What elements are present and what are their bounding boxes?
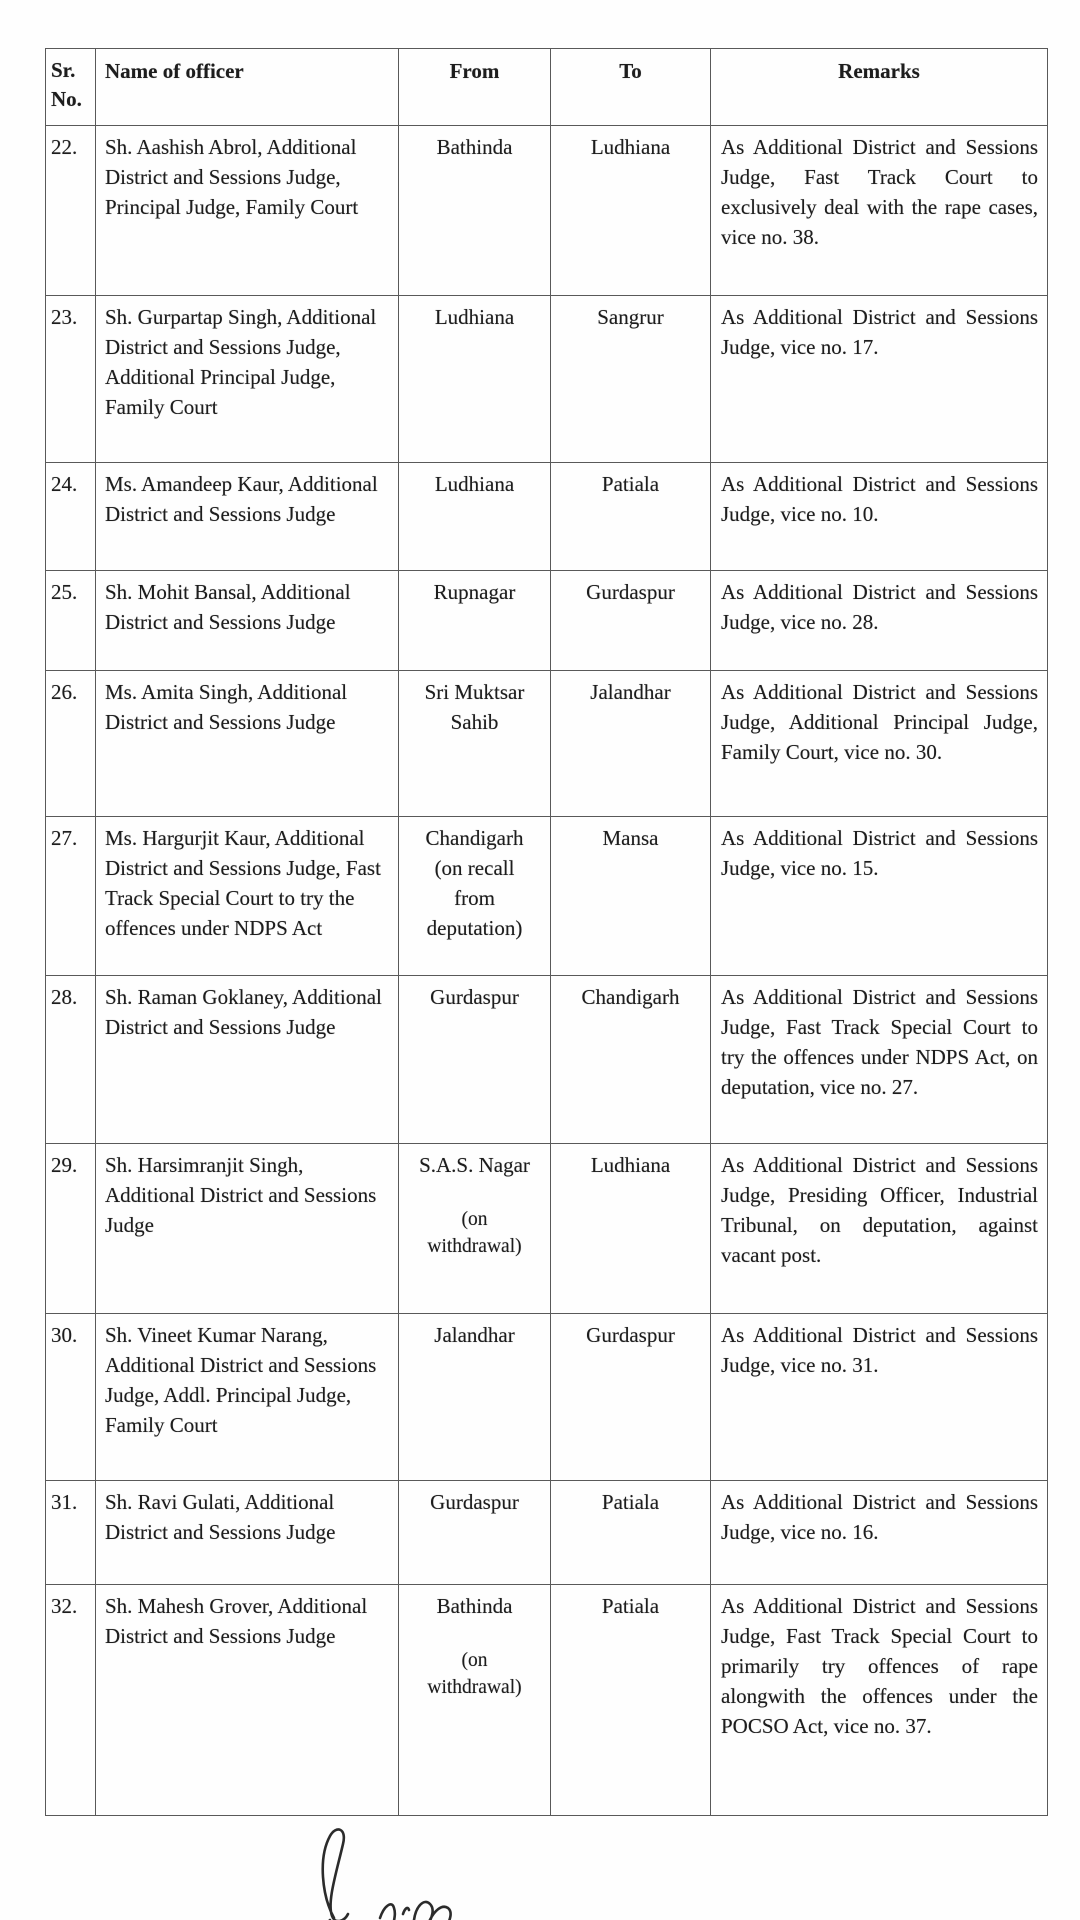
from-place: Sri Muktsar Sahib [424, 680, 525, 734]
cell-from-station [399, 1144, 551, 1314]
cell-from-station [399, 1585, 551, 1816]
cell-serial-number: 23. [46, 296, 96, 463]
table-row [46, 671, 1048, 817]
cell-remarks: As Additional District and Sessions Judge, Fast Track Court to exclusively deal with the rape cases, vice no. 38. [711, 126, 1048, 296]
cell-officer-name: Sh. Mahesh Grover, Additional District and Sessions Judge [96, 1585, 399, 1816]
from-note: (on withdrawal) [427, 1650, 522, 1698]
cell-from-station [399, 126, 551, 296]
cell-remarks: As Additional District and Sessions Judge, Fast Track Special Court to primarily try offences of rape alongwith the offences under the POCSO Act, vice no. 37. [711, 1585, 1048, 1816]
table-row [46, 1585, 1048, 1816]
cell-from-station [399, 1314, 551, 1481]
cell-remarks: As Additional District and Sessions Judge, vice no. 10. [711, 463, 1048, 571]
cell-officer-name: Sh. Harsimranjit Singh, Additional District and Sessions Judge [96, 1144, 399, 1314]
cell-officer-name: Sh. Gurpartap Singh, Additional District and Sessions Judge, Additional Principal Judge, Family Court [96, 296, 399, 463]
cell-remarks: As Additional District and Sessions Judge, Additional Principal Judge, Family Court, vice no. 30. [711, 671, 1048, 817]
from-place: Chandigarh [425, 826, 524, 850]
cell-to-station: Patiala [551, 1585, 711, 1816]
table-row [46, 1481, 1048, 1585]
cell-officer-name: Sh. Mohit Bansal, Additional District and Sessions Judge [96, 571, 399, 671]
officer-transfer-table [45, 48, 1048, 1816]
cell-remarks: As Additional District and Sessions Judge, Fast Track Special Court to try the offences under NDPS Act, on deputation, vice no. 27. [711, 976, 1048, 1144]
cell-to-station: Patiala [551, 1481, 711, 1585]
cell-serial-number: 25. [46, 571, 96, 671]
cell-officer-name: Sh. Vineet Kumar Narang, Additional District and Sessions Judge, Addl. Principal Judge, Family Court [96, 1314, 399, 1481]
cell-from-station [399, 671, 551, 817]
cell-serial-number: 28. [46, 976, 96, 1144]
cell-from-station [399, 1481, 551, 1585]
column-header-to: To [551, 49, 711, 126]
from-note: (on withdrawal) [427, 1209, 522, 1257]
cell-remarks: As Additional District and Sessions Judge, vice no. 16. [711, 1481, 1048, 1585]
cell-to-station: Ludhiana [551, 1144, 711, 1314]
cell-serial-number: 31. [46, 1481, 96, 1585]
from-place: Bathinda [436, 1594, 513, 1618]
cell-serial-number: 22. [46, 126, 96, 296]
cell-to-station: Mansa [551, 817, 711, 976]
cell-to-station: Gurdaspur [551, 571, 711, 671]
column-header-from: From [399, 49, 551, 126]
column-header-name: Name of officer [96, 49, 399, 126]
table-row [46, 976, 1048, 1144]
from-place: Jalandhar [434, 1323, 515, 1347]
cell-officer-name: Ms. Amandeep Kaur, Additional District and Sessions Judge [96, 463, 399, 571]
cell-to-station: Patiala [551, 463, 711, 571]
from-place: Gurdaspur [430, 1490, 519, 1514]
signature [272, 1822, 512, 1920]
cell-officer-name: Ms. Amita Singh, Additional District and Sessions Judge [96, 671, 399, 817]
table-row [46, 571, 1048, 671]
cell-officer-name: Sh. Ravi Gulati, Additional District and Sessions Judge [96, 1481, 399, 1585]
from-place: Gurdaspur [430, 985, 519, 1009]
column-header-sr: Sr. No. [46, 49, 96, 126]
cell-officer-name: Sh. Raman Goklaney, Additional District and Sessions Judge [96, 976, 399, 1144]
cell-from-station [399, 817, 551, 976]
cell-remarks: As Additional District and Sessions Judge, Presiding Officer, Industrial Tribunal, on deputation, against vacant post. [711, 1144, 1048, 1314]
cell-serial-number: 29. [46, 1144, 96, 1314]
table-row [46, 296, 1048, 463]
cell-remarks: As Additional District and Sessions Judge, vice no. 28. [711, 571, 1048, 671]
column-header-remarks: Remarks [711, 49, 1048, 126]
table-header-row [46, 49, 1048, 126]
cell-from-station [399, 571, 551, 671]
cell-to-station: Sangrur [551, 296, 711, 463]
from-place: Ludhiana [434, 305, 515, 329]
cell-from-station [399, 976, 551, 1144]
table-row [46, 817, 1048, 976]
cell-officer-name: Ms. Hargurjit Kaur, Additional District and Sessions Judge, Fast Track Special Court to try the offences under NDPS Act [96, 817, 399, 976]
cell-serial-number: 27. [46, 817, 96, 976]
table-row [46, 463, 1048, 571]
cell-serial-number: 32. [46, 1585, 96, 1816]
cell-remarks: As Additional District and Sessions Judge, vice no. 31. [711, 1314, 1048, 1481]
cell-serial-number: 30. [46, 1314, 96, 1481]
from-place: Rupnagar [433, 580, 516, 604]
cell-remarks: As Additional District and Sessions Judge, vice no. 17. [711, 296, 1048, 463]
cell-from-station [399, 463, 551, 571]
cell-to-station: Chandigarh [551, 976, 711, 1144]
cell-to-station: Gurdaspur [551, 1314, 711, 1481]
cell-serial-number: 26. [46, 671, 96, 817]
from-place: Ludhiana [434, 472, 515, 496]
cell-officer-name: Sh. Aashish Abrol, Additional District and Sessions Judge, Principal Judge, Family Court [96, 126, 399, 296]
cell-to-station: Ludhiana [551, 126, 711, 296]
signature-scribble [272, 1822, 512, 1920]
cell-to-station: Jalandhar [551, 671, 711, 817]
table-row [46, 1144, 1048, 1314]
from-note: (on recall from deputation) [426, 856, 523, 940]
cell-from-station [399, 296, 551, 463]
from-place: S.A.S. Nagar [419, 1153, 530, 1177]
table-row [46, 1314, 1048, 1481]
table-row [46, 126, 1048, 296]
from-place: Bathinda [436, 135, 513, 159]
table-body [46, 126, 1048, 1816]
cell-remarks: As Additional District and Sessions Judge, vice no. 15. [711, 817, 1048, 976]
cell-serial-number: 24. [46, 463, 96, 571]
